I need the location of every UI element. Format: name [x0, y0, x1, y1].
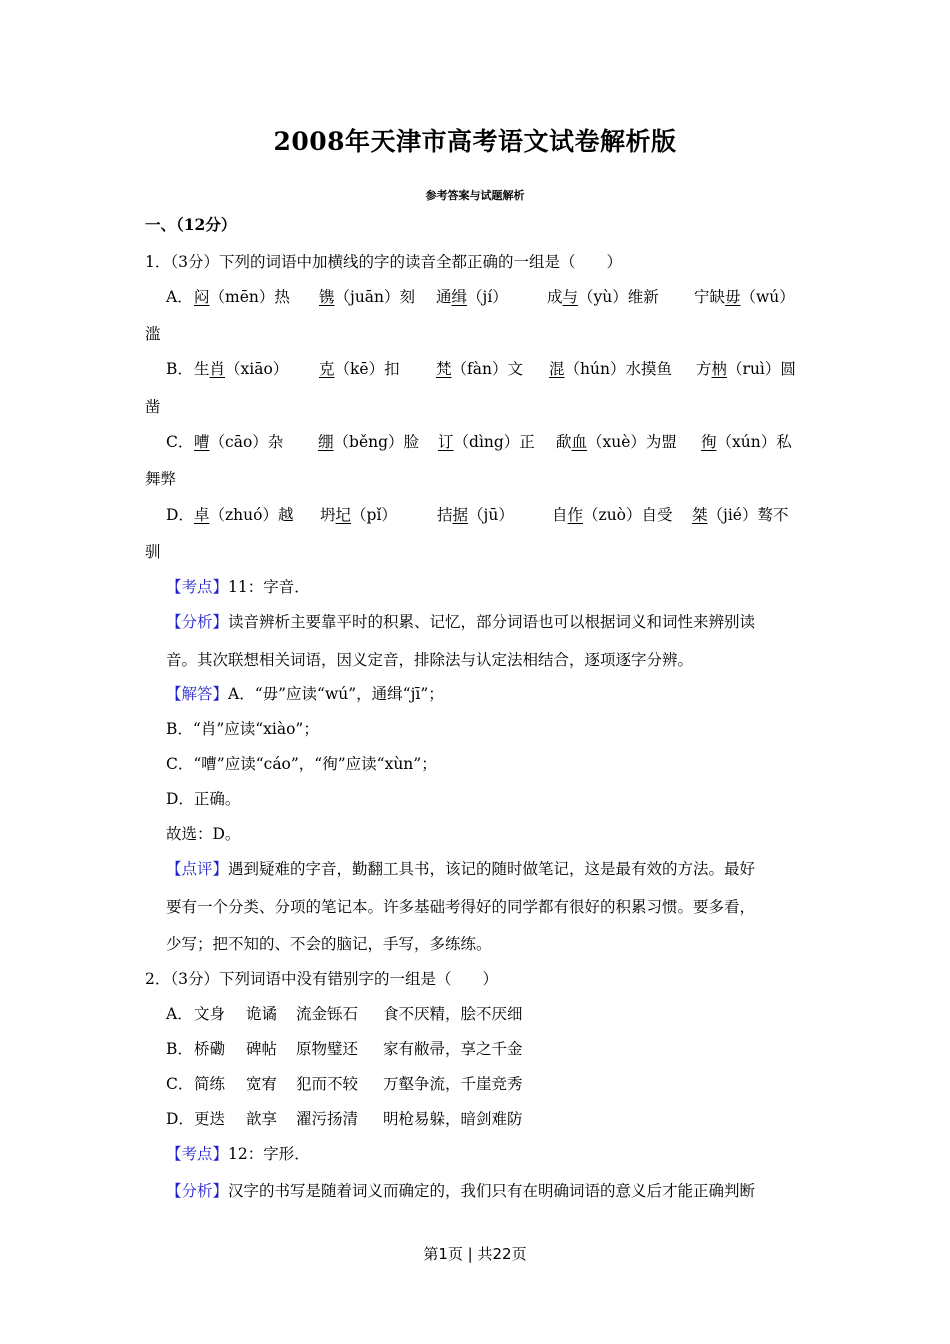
- q1-option-d-continued: 驯: [145, 543, 161, 561]
- q1-option-a-continued: 滥: [145, 325, 161, 343]
- q1-jieda-b: B．“肖”应读“xiào”；: [166, 720, 319, 738]
- q2-option-c-word: 简练: [194, 1075, 226, 1093]
- q2-option-d-word: 明枪易躲，暗剑难防: [383, 1110, 523, 1128]
- q1-option-d-label: D．: [166, 506, 194, 524]
- q2-option-b-label: B．: [166, 1040, 193, 1058]
- q1-option-b-item: 梵（fàn）文: [436, 360, 523, 378]
- q1-option-c-item: 歃血（xuè）为盟: [556, 433, 677, 451]
- q1-jieda-c: C．“嘈”应读“cáo”，“徇”应读“xùn”；: [166, 755, 437, 773]
- q1-kaodian: 【考点】11：字音．: [166, 578, 310, 596]
- q2-kaodian: 【考点】12：字形．: [166, 1145, 310, 1163]
- q2-option-c-label: C．: [166, 1075, 194, 1093]
- q1-option-c-label: C．: [166, 433, 194, 451]
- q2-option-b-word: 原物璧还: [296, 1040, 359, 1058]
- q2-option-d-label: D．: [166, 1110, 194, 1128]
- q2-option-b-word: 碑帖: [246, 1040, 278, 1058]
- q2-option-b-word: 家有敝帚，享之千金: [383, 1040, 523, 1058]
- q1-option-d-item: 自作（zuò）自受: [552, 506, 673, 524]
- q2-option-d-word: 更迭: [194, 1110, 226, 1128]
- q2-option-a-label: A．: [166, 1005, 193, 1023]
- q2-option-a-word: 文身: [194, 1005, 226, 1023]
- page-title: 2008年天津市高考语文试卷解析版: [273, 127, 677, 156]
- q1-dianping-cont: 少写；把不知的、不会的脑记，手写，多练练。: [166, 935, 492, 953]
- q1-option-b-item: 方枘（ruì）圆: [696, 360, 796, 378]
- q1-option-a-item: 成与（yù）维新: [547, 288, 659, 306]
- page-footer: 第1页 | 共22页: [423, 1245, 527, 1263]
- q1-stem: 1．（3分）下列的词语中加横线的字的读音全都正确的一组是（ ）: [145, 253, 622, 271]
- q1-option-a-item: 宁缺毋（wú）: [694, 288, 795, 306]
- q1-option-d-item: 坍圮（pǐ）: [320, 506, 397, 524]
- q1-option-a-label: A．: [166, 288, 193, 306]
- q1-dianping: 【点评】遇到疑难的字音，勤翻工具书，该记的随时做笔记，这是最有效的方法。最好: [166, 860, 756, 878]
- q1-jieda-d: D．正确。: [166, 790, 241, 808]
- dianping-tag: 【点评】: [166, 860, 229, 878]
- q1-jieda: 【解答】A．“毋”应读“wú”，通缉“jī”；: [166, 685, 444, 703]
- q1-option-c-item: 订（dìng）正: [438, 433, 535, 451]
- q1-option-b-item: 克（kē）扣: [319, 360, 400, 378]
- page-subtitle: 参考答案与试题解析: [425, 189, 525, 202]
- q1-dianping-cont: 要有一个分类、分项的笔记本。许多基础考得好的同学都有很好的积累习惯。要多看，: [166, 898, 756, 916]
- fenxi-tag: 【分析】: [166, 613, 229, 631]
- q2-option-a-word: 食不厌精，脍不厌细: [383, 1005, 523, 1023]
- jieda-tag: 【解答】: [166, 685, 229, 703]
- q1-option-c-continued: 舞弊: [145, 470, 177, 488]
- q2-option-d-word: 濯污扬清: [296, 1110, 359, 1128]
- kaodian-tag: 【考点】: [166, 578, 229, 596]
- q1-option-a-item: 闷（mēn）热: [194, 288, 290, 306]
- q2-option-c-word: 宽宥: [246, 1075, 278, 1093]
- q2-fenxi: 【分析】汉字的书写是随着词义而确定的，我们只有在明确词语的意义后才能正确判断: [166, 1182, 756, 1200]
- q1-option-b-label: B．: [166, 360, 193, 378]
- q1-option-a-item: 通缉（jí）: [436, 288, 508, 306]
- q1-answer: 故选：D。: [166, 825, 241, 843]
- q2-stem: 2．（3分）下列词语中没有错别字的一组是（ ）: [145, 970, 498, 988]
- q1-option-c-item: 嘈（cāo）杂: [194, 433, 284, 451]
- q2-option-a-word: 流金铄石: [296, 1005, 359, 1023]
- q1-option-b-continued: 凿: [145, 398, 161, 416]
- kaodian-tag: 【考点】: [166, 1145, 229, 1163]
- q1-option-b-item: 混（hún）水摸鱼: [549, 360, 672, 378]
- q1-option-c-item: 绷（běng）脸: [318, 433, 420, 451]
- q1-fenxi-cont: 音。其次联想相关词语，因义定音，排除法与认定法相结合，逐项逐字分辨。: [166, 651, 694, 669]
- q2-option-c-word: 万壑争流，千崖竞秀: [383, 1075, 523, 1093]
- q1-fenxi: 【分析】读音辨析主要靠平时的积累、记忆，部分词语也可以根据词义和词性来辨别读: [166, 613, 756, 631]
- section-heading: 一、（12分）: [145, 215, 237, 234]
- q1-option-c-item: 徇（xún）私: [701, 433, 792, 451]
- q1-option-b-item: 生肖（xiāo）: [194, 360, 289, 378]
- q2-option-c-word: 犯而不较: [296, 1075, 359, 1093]
- q2-option-d-word: 歆享: [246, 1110, 278, 1128]
- fenxi-tag: 【分析】: [166, 1182, 229, 1200]
- q2-option-b-word: 桥磡: [194, 1040, 226, 1058]
- q2-option-a-word: 诡谲: [246, 1005, 278, 1023]
- q1-option-d-item: 桀（jié）骜不: [692, 506, 789, 524]
- q1-option-a-item: 镌（juān）刻: [319, 288, 416, 306]
- q1-option-d-item: 拮据（jū）: [437, 506, 514, 524]
- q1-option-d-item: 卓（zhuó）越: [194, 506, 294, 524]
